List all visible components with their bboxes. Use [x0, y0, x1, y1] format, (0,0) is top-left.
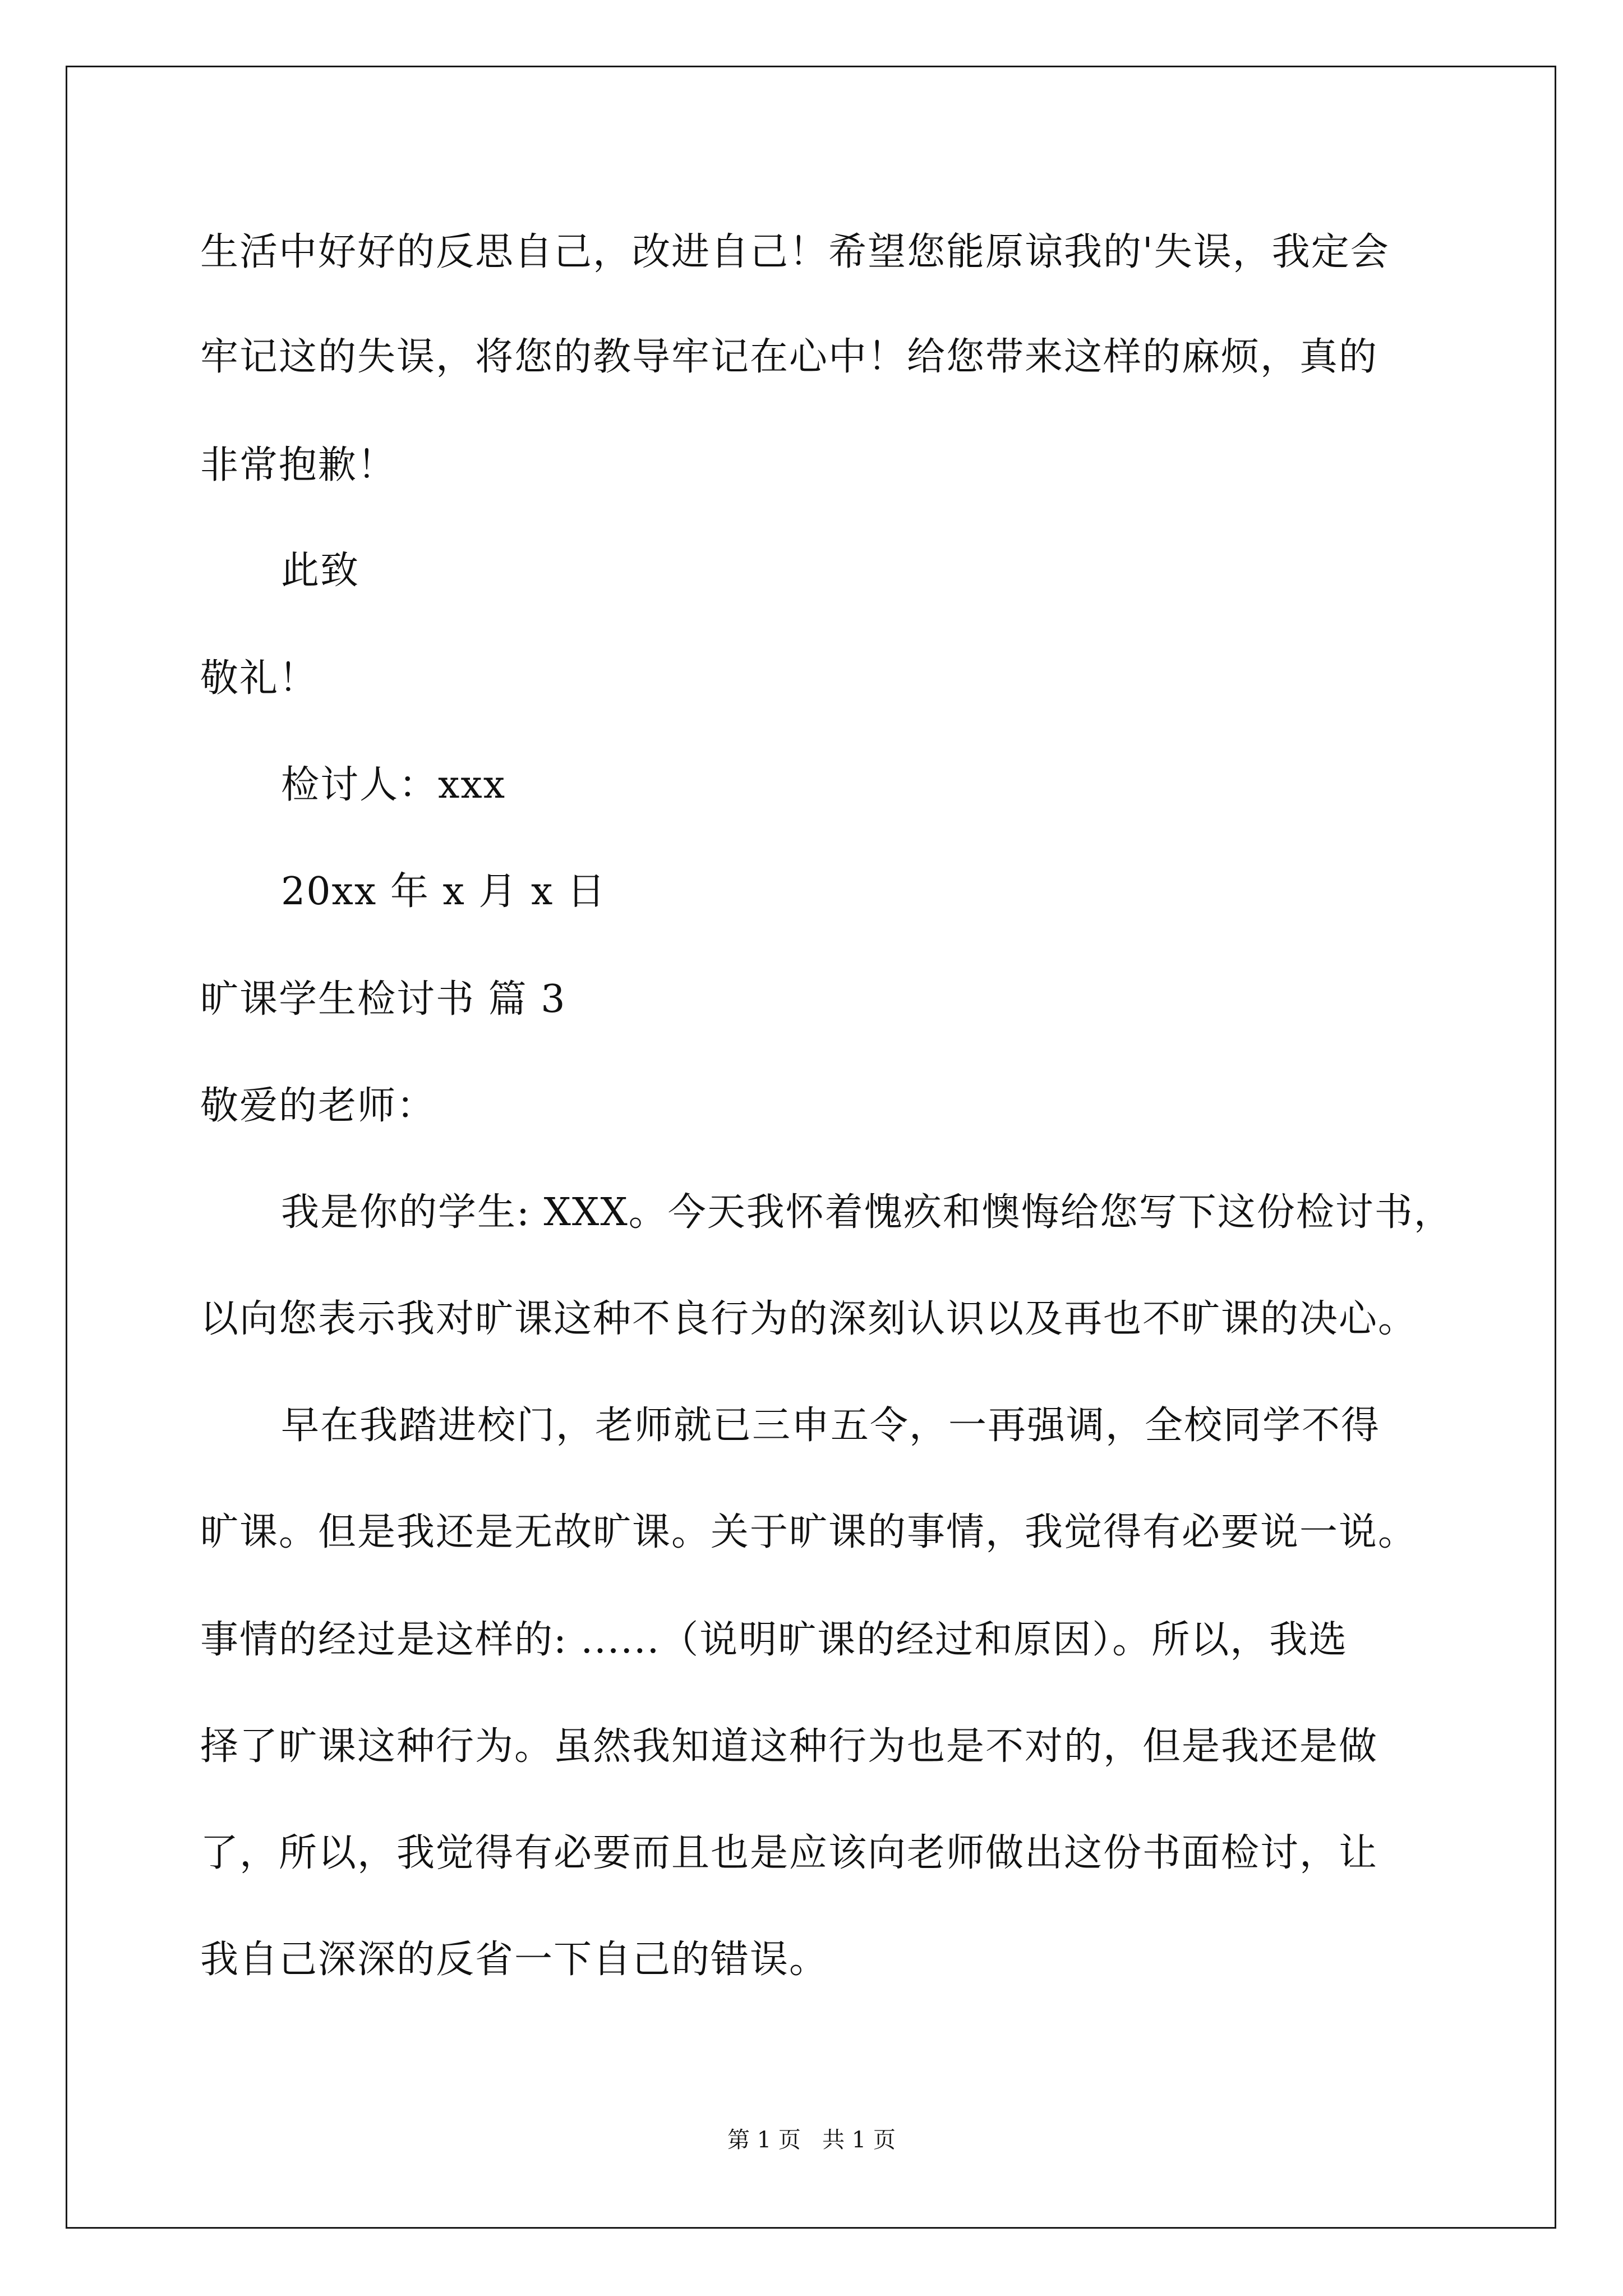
closing-regards: 敬礼！: [200, 656, 319, 701]
page-border: [66, 66, 1556, 2229]
paragraph-line-11: 我自己深深的反省一下自己的错误。: [200, 1938, 829, 1982]
paragraph-line-9: 择了旷课这种行为。虽然我知道这种行为也是不对的，但是我还是做: [200, 1724, 1378, 1769]
paragraph-line-8: 事情的经过是这样的: ......（说明旷课的经过和原因）。所以，我选: [200, 1618, 1348, 1662]
paragraph-line-2: 牢记这的失误，将您的教导牢记在心中！给您带来这样的麻烦，真的: [200, 335, 1378, 379]
paragraph-line-5: 以向您表示我对旷课这种不良行为的深刻认识以及再也不旷课的决心。: [200, 1297, 1418, 1341]
paragraph-line-4: 我是你的学生: XXX。今天我怀着愧疚和懊悔给您写下这份检讨书，: [281, 1190, 1453, 1235]
greeting: 敬爱的老师：: [200, 1084, 436, 1128]
signature-name: 检讨人：xxx: [281, 763, 506, 807]
paragraph-line-3: 非常抱歉！: [200, 443, 397, 487]
paragraph-line-10: 了，所以，我觉得有必要而且也是应该向老师做出这份书面检讨，让: [200, 1831, 1378, 1875]
section-heading: 旷课学生检讨书 篇 3: [200, 977, 566, 1022]
closing-salutation: 此致: [281, 549, 360, 593]
paragraph-line-1: 生活中好好的反思自己，改进自己！希望您能原谅我的'失误，我定会: [200, 230, 1390, 274]
paragraph-line-7: 旷课。但是我还是无故旷课。关于旷课的事情，我觉得有必要说一说。: [200, 1510, 1418, 1554]
paragraph-line-6: 早在我踏进校门，老师就已三申五令，一再强调，全校同学不得: [281, 1404, 1381, 1448]
signature-date: 20xx 年 x 月 x 日: [281, 869, 607, 914]
page-footer: 第 1 页 共 1 页: [727, 2127, 896, 2153]
